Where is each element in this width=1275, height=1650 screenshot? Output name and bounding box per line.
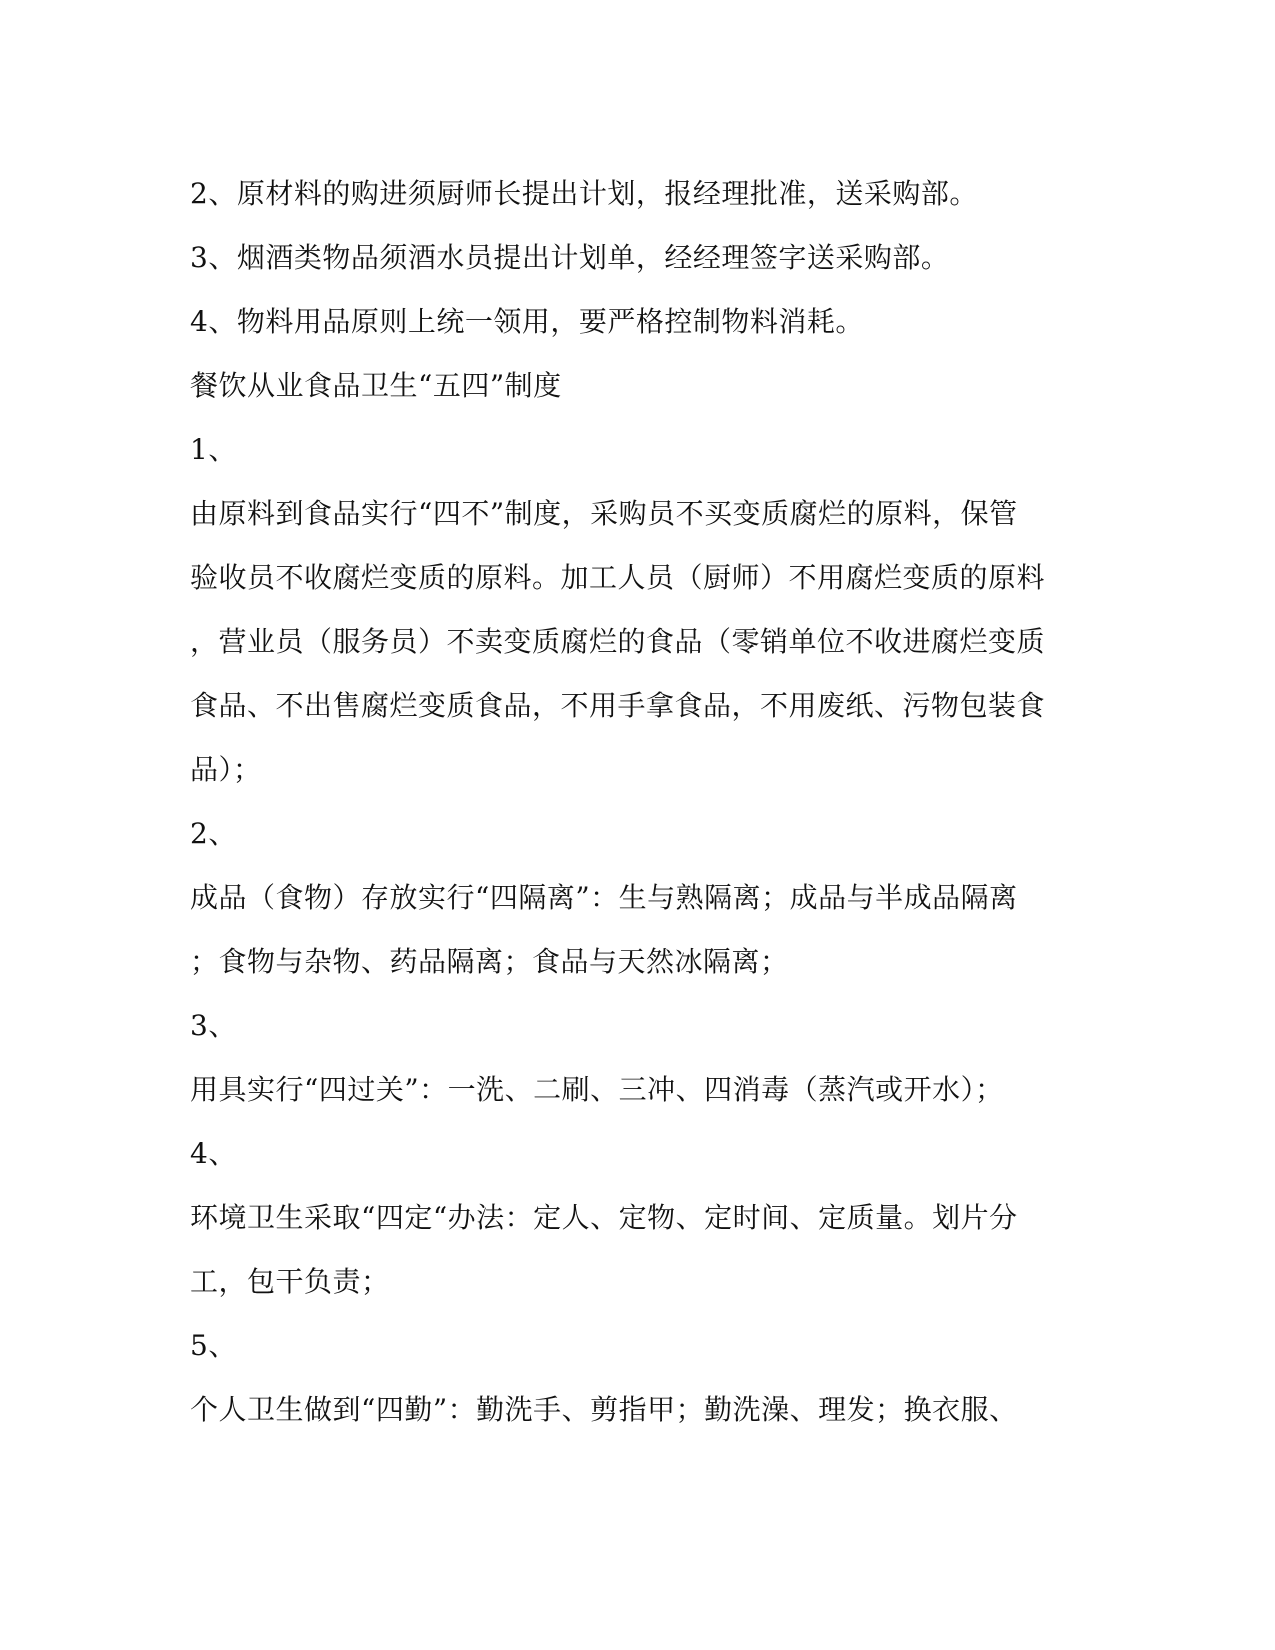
item-number: 1、 <box>190 433 237 466</box>
text-line: 3、烟酒类物品须酒水员提出计划单，经经理签字送采购部。 <box>190 241 950 274</box>
item-number: 2、 <box>190 817 237 850</box>
text-line: ；食物与杂物、药品隔离；食品与天然冰隔离； <box>190 945 789 978</box>
item-number: 5、 <box>190 1329 237 1362</box>
item-number: 4、 <box>190 1137 237 1170</box>
text-line: 4、物料用品原则上统一领用，要严格控制物料消耗。 <box>190 305 864 338</box>
text-line: 成品（食物）存放实行“四隔离”：生与熟隔离；成品与半成品隔离 <box>190 881 1018 914</box>
section-heading: 餐饮从业食品卫生“五四”制度 <box>190 369 562 402</box>
text-line: 由原料到食品实行“四不”制度，采购员不买变质腐烂的原料，保管 <box>190 497 1018 530</box>
text-line: ，营业员（服务员）不卖变质腐烂的食品（零销单位不收进腐烂变质 <box>190 625 1046 658</box>
text-line: 2、原材料的购进须厨师长提出计划，报经理批准，送采购部。 <box>190 177 978 210</box>
text-line: 品）； <box>190 753 262 786</box>
text-line: 验收员不收腐烂变质的原料。加工人员（厨师）不用腐烂变质的原料 <box>190 561 1046 594</box>
document-body <box>190 162 1070 1442</box>
text-line: 环境卫生采取“四定“办法：定人、定物、定时间、定质量。划片分 <box>190 1201 1018 1234</box>
text-line: 工，包干负责； <box>190 1265 390 1298</box>
text-line: 食品、不出售腐烂变质食品，不用手拿食品，不用废纸、污物包装食 <box>190 689 1046 722</box>
text-line: 个人卫生做到“四勤”：勤洗手、剪指甲；勤洗澡、理发；换衣服、 <box>190 1393 1018 1426</box>
text-line: 用具实行“四过关”：一洗、二刷、三冲、四消毒（蒸汽或开水）； <box>190 1073 1004 1106</box>
item-number: 3、 <box>190 1009 237 1042</box>
